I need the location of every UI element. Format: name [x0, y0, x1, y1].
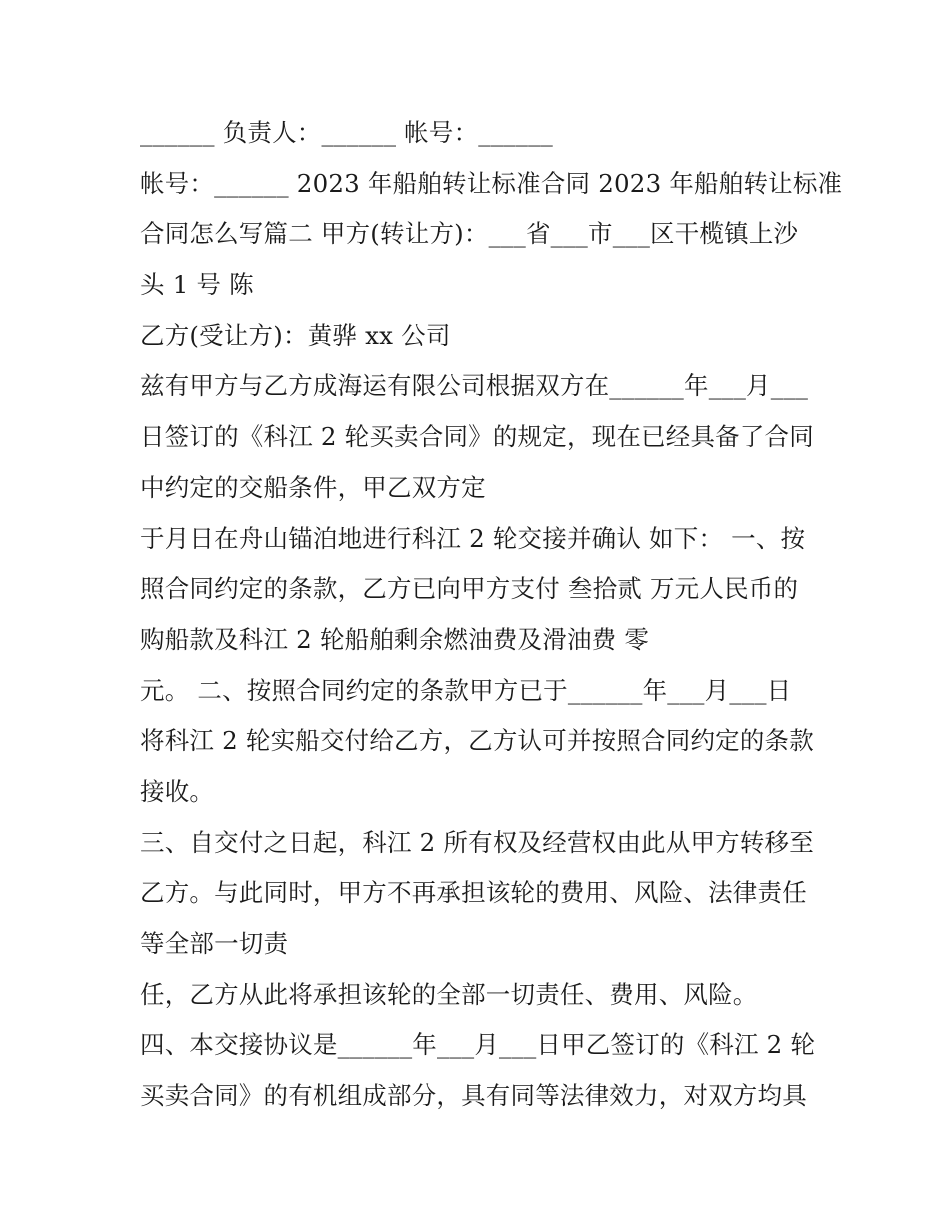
text-line: 日签订的《科江 2 轮买卖合同》的规定，现在已经具备了合同: [140, 422, 814, 452]
text-line: 将科江 2 轮实船交付给乙方，乙方认可并按照合同约定的条款: [140, 726, 814, 756]
text-line: 元。 二、按照合同约定的条款甲方已于______年___月___日: [140, 675, 792, 705]
text-line: 照合同约定的条款，乙方已向甲方支付 叁拾贰 万元人民币的: [140, 574, 799, 604]
document-body: [140, 108, 843, 1122]
text-line: 买卖合同》的有机组成部分，具有同等法律效力，对双方均具: [140, 1081, 807, 1111]
text-line: 接收。: [140, 776, 215, 806]
text-line: 乙方。与此同时，甲方不再承担该轮的费用、风险、法律责任: [140, 878, 807, 908]
text-line: 头 1 号 陈: [140, 270, 254, 300]
text-line: 合同怎么写篇二 甲方(转让方)：___省___市___区干榄镇上沙: [140, 219, 799, 249]
text-line: 乙方(受让方)：黄骅 xx 公司: [140, 320, 451, 350]
text-line: 任，乙方从此将承担该轮的全部一切责任、费用、风险。: [140, 979, 758, 1009]
text-line: 等全部一切责: [140, 929, 289, 958]
text-line: 三、自交付之日起，科江 2 所有权及经营权由此从甲方转移至: [140, 827, 814, 857]
text-line: 于月日在舟山锚泊地进行科江 2 轮交接并确认 如下： 一、按: [140, 523, 806, 553]
text-line: 帐号：______ 2023 年船舶转让标准合同 2023 年船舶转让标准: [140, 168, 843, 198]
text-line: 兹有甲方与乙方成海运有限公司根据双方在______年___月___: [140, 371, 809, 401]
text-line: 中约定的交船条件，甲乙双方定: [140, 472, 486, 502]
text-line: ______ 负责人：______ 帐号：______: [140, 118, 553, 147]
text-line: 购船款及科江 2 轮船舶剩余燃油费及滑油费 零: [140, 624, 650, 654]
text-line: 四、本交接协议是______年___月___日甲乙签订的《科江 2 轮: [140, 1030, 816, 1060]
